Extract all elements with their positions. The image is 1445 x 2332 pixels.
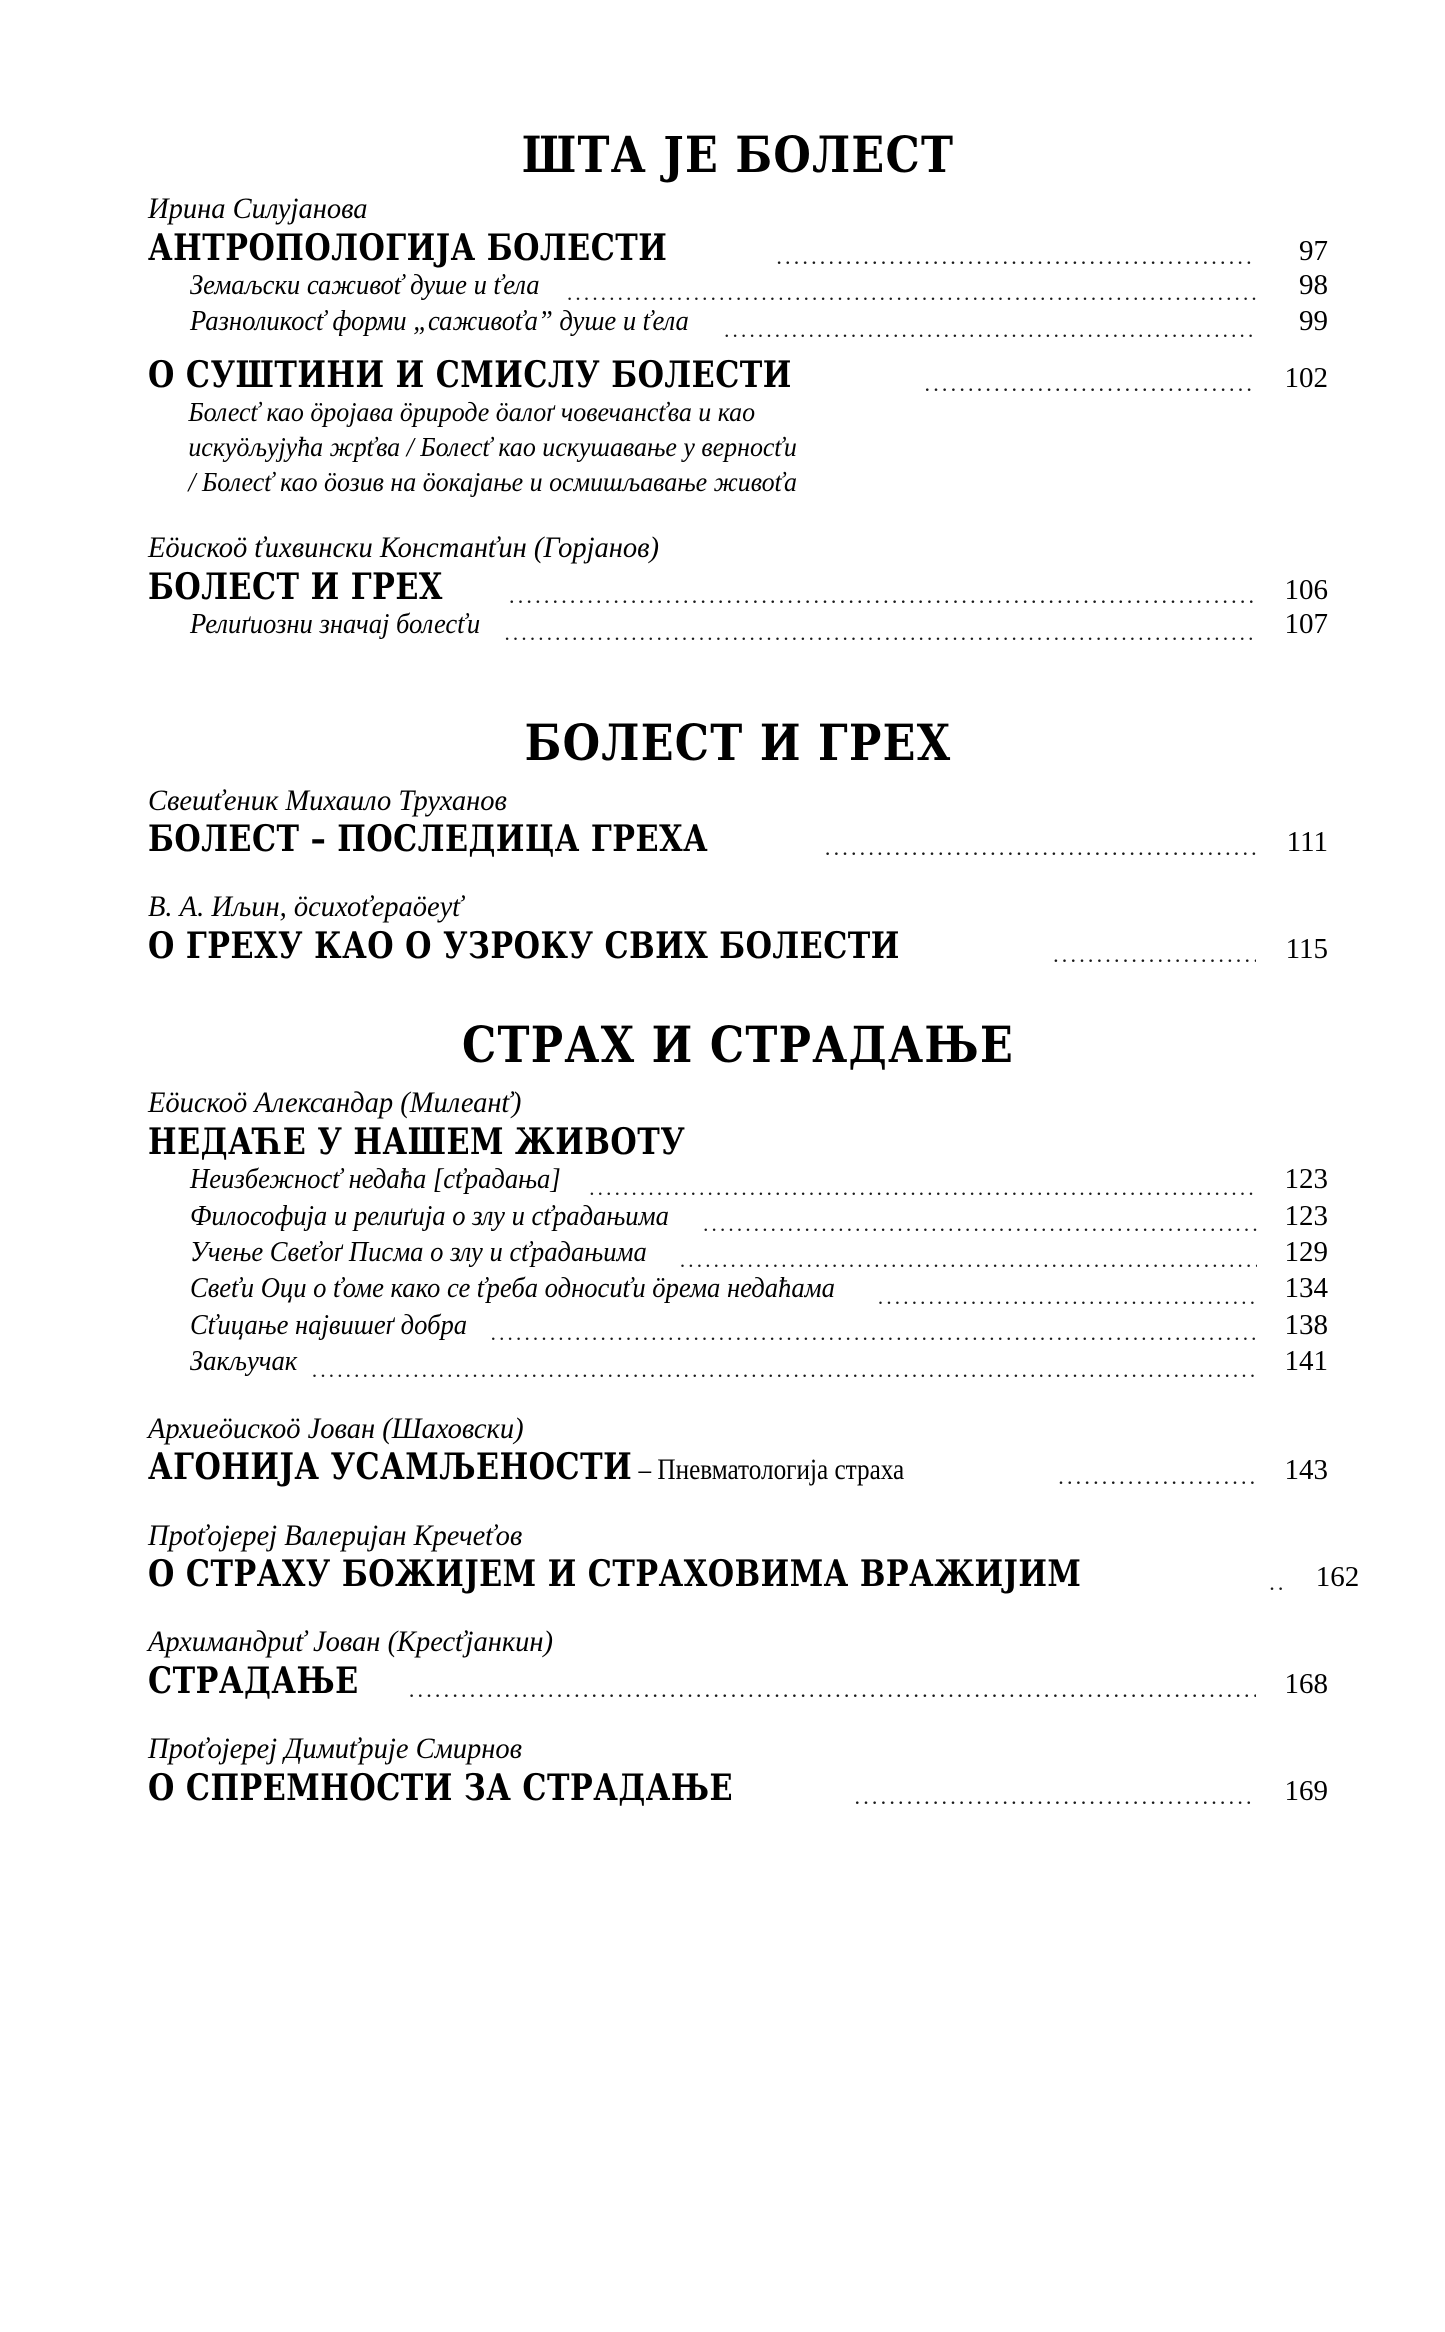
chapter-title-main: АГОНИЈА УСАМЉЕНОСТИ (148, 1446, 633, 1489)
dot-leader (703, 1219, 1257, 1235)
toc-entry-row[interactable] (148, 1447, 1328, 1487)
page-number: 123 (1284, 1163, 1328, 1196)
spacer (148, 644, 1328, 716)
author-line: Архимандриť Јован (Кресťјанкин) (148, 1625, 554, 1659)
description-line: / Болесť као ӧозив на ӧокајање и осмишљавање живоťа (188, 467, 797, 498)
page-number: 106 (1284, 573, 1328, 606)
page-number: 168 (1284, 1668, 1328, 1701)
description-line: искуӧљујућа жрťва / Болесť као искушавање у верносťи (188, 432, 797, 463)
spacer (148, 1594, 1328, 1624)
author-line: В. А. Иљин, ӧсихоťераӧеуť (148, 890, 463, 924)
dot-leader (878, 1292, 1257, 1308)
subentry-title: Закључак (190, 1346, 298, 1378)
toc-subentry-row[interactable] (148, 268, 1328, 304)
toc-subentry-row[interactable] (148, 607, 1328, 643)
chapter-title: О СПРЕМНОСТИ ЗА СТРАДАЊЕ (148, 1766, 734, 1809)
subentry-title: Неизбежносť недаћа [сťрадања] (190, 1164, 561, 1196)
page-number: 107 (1284, 608, 1328, 641)
toc-entry-row[interactable] (148, 355, 1328, 395)
chapter-title: СТРАДАЊЕ (148, 1660, 359, 1703)
toc-entry-row[interactable] (148, 819, 1328, 859)
dot-leader (491, 1328, 1257, 1344)
description-line: Болесť као ӧројава ӧрироде ӧалоґ човечансťва и као (188, 397, 756, 427)
author-line: Еӧискоӧ Александар (Милеанť) (148, 1086, 522, 1120)
page-number: 102 (1284, 361, 1328, 394)
page-number: 169 (1284, 1774, 1328, 1807)
toc-subentry-row[interactable] (148, 304, 1328, 340)
page-number: 111 (1286, 826, 1328, 859)
chapter-title: АНТРОПОЛОГИЈА БОЛЕСТИ (148, 226, 668, 269)
author-line: Проťојереј Димиťрије Смирнов (148, 1732, 523, 1766)
toc-entry-row[interactable] (148, 567, 1328, 607)
author-line: Свешťеник Михаило Труханов (148, 783, 507, 817)
subentry-title: Релиґиозни значај болесťи (190, 609, 481, 641)
subentry-title: Философија и релиґија о злу и сťрадањима (190, 1200, 669, 1232)
part-title-2: БОЛЕСТ И ГРЕХ (524, 712, 952, 772)
chapter-title: БОЛЕСТ – ПОСЛЕДИЦА ГРЕХА (148, 818, 709, 861)
toc-subentry-row[interactable] (148, 1199, 1328, 1235)
author-line: Ирина Силујанова (148, 192, 368, 225)
page-number: 97 (1299, 234, 1328, 267)
page-number: 99 (1299, 305, 1328, 338)
toc-entry-row[interactable] (148, 1661, 1328, 1701)
dot-leader (409, 1685, 1256, 1701)
chapter-title: О СУШТИНИ И СМИСЛУ БОЛЕСТИ (148, 353, 792, 396)
dot-leader (855, 1792, 1256, 1808)
page-number: 98 (1299, 268, 1328, 301)
dot-leader (724, 325, 1257, 341)
spacer (148, 1488, 1328, 1518)
subentry-title: Свеťи Оци о ťоме како се ťреба односиťи ӧрема недаћама (190, 1273, 835, 1305)
toc-subentry-row[interactable] (148, 1235, 1328, 1271)
subentry-title: Земаљски саживоť душе и ťела (190, 269, 540, 301)
toc-content (148, 125, 1360, 1809)
dot-leader (776, 252, 1256, 268)
page-number: 134 (1284, 1272, 1328, 1305)
page-number: 123 (1284, 1199, 1328, 1232)
dot-leader (589, 1183, 1257, 1199)
dot-leader (312, 1365, 1257, 1381)
toc-subentry-row[interactable] (148, 1162, 1328, 1198)
dot-leader (504, 628, 1257, 644)
entry-description (148, 395, 1281, 500)
toc-entry-row[interactable] (148, 1768, 1328, 1808)
subentry-title: Сťицање највишеґ добра (190, 1309, 468, 1341)
dot-leader (1269, 1578, 1287, 1594)
spacer (148, 500, 1328, 530)
spacer (148, 341, 1328, 355)
dot-leader (1053, 950, 1256, 966)
dot-leader (825, 843, 1256, 859)
spacer (148, 966, 1328, 1018)
dot-leader (925, 379, 1256, 395)
toc-entry-row[interactable] (148, 926, 1328, 966)
spacer (148, 1381, 1328, 1411)
dot-leader (509, 591, 1256, 607)
page-number: 162 (1315, 1561, 1360, 1594)
page-number: 141 (1284, 1345, 1328, 1378)
dot-leader (567, 288, 1257, 304)
toc-entry-row[interactable] (148, 228, 1328, 268)
chapter-subtitle: – Пневматологија страха (632, 1453, 905, 1487)
author-line: Проťојереј Валеријан Кречеťов (148, 1518, 523, 1552)
subentry-title: Учење Свеťоґ Писма о злу и сťрадањима (190, 1237, 647, 1269)
part-title-3: СТРАХ И СТРАДАЊЕ (461, 1015, 1015, 1075)
toc-entry-row[interactable] (148, 1122, 1328, 1162)
toc-subentry-row[interactable] (148, 1308, 1328, 1344)
subentry-title: Разноликосť форми „саживоťа” душе и ťела (190, 306, 689, 338)
page-number: 115 (1285, 933, 1328, 966)
chapter-title (148, 1447, 904, 1487)
author-line: Архиеӧискоӧ Јован (Шаховски) (148, 1411, 524, 1445)
page-number: 129 (1284, 1236, 1328, 1269)
chapter-title: О СТРАХУ БОЖИЈЕМ И СТРАХОВИМА ВРАЖИЈИМ (148, 1553, 1082, 1596)
toc-entry-row[interactable] (148, 1553, 1360, 1596)
chapter-title: БОЛЕСТ И ГРЕХ (148, 565, 443, 608)
spacer (148, 1701, 1328, 1731)
dot-leader (1058, 1472, 1256, 1488)
chapter-title: О ГРЕХУ КАО О УЗРОКУ СВИХ БОЛЕСТИ (148, 925, 900, 968)
part-title-1: ШТА ЈЕ БОЛЕСТ (521, 125, 955, 184)
toc-subentry-row[interactable] (148, 1271, 1328, 1307)
author-line: Еӧискоӧ ťихвински Констанťин (Горјанов) (148, 531, 660, 565)
dot-leader (680, 1255, 1257, 1271)
page-number: 143 (1284, 1454, 1328, 1487)
toc-subentry-row[interactable] (148, 1344, 1328, 1380)
spacer (148, 859, 1328, 889)
chapter-title: НЕДАЋЕ У НАШЕМ ЖИВОТУ (148, 1120, 686, 1163)
page-number: 138 (1284, 1308, 1328, 1341)
